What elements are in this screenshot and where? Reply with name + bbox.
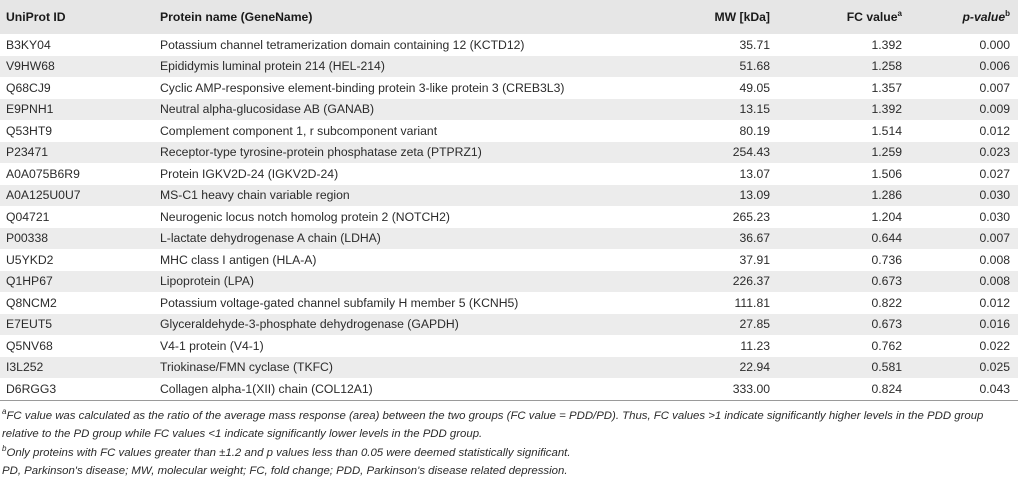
table-body (0, 34, 1018, 400)
cell-uniprot-id: Q5NV68 (6, 338, 53, 353)
cell-p-value: 0.012 (979, 123, 1010, 138)
footnote-b-mark: b (2, 443, 7, 453)
cell-fc-value: 0.644 (871, 231, 902, 246)
cell-mw: 27.85 (739, 317, 770, 332)
cell-protein-name: Lipoprotein (LPA) (160, 274, 254, 289)
cell-p-value: 0.030 (979, 209, 1010, 224)
header-fc (778, 0, 910, 34)
cell-p-value: 0.023 (979, 145, 1010, 160)
cell-fc-value: 1.286 (871, 188, 902, 203)
table-row (0, 185, 1018, 207)
cell-p-value: 0.025 (979, 360, 1010, 375)
table-row (0, 249, 1018, 271)
header-fc-footnote-mark: a (897, 8, 902, 18)
cell-uniprot-id: Q53HT9 (6, 123, 53, 138)
footnote-b-text: Only proteins with FC values greater than ±1.2 and p values less than 0.05 were deemed statistically significant. (6, 446, 571, 459)
table-row (0, 292, 1018, 314)
cell-uniprot-id: Q1HP67 (6, 274, 53, 289)
cell-uniprot-id: D6RGG3 (6, 381, 57, 396)
cell-fc-value: 1.514 (871, 123, 902, 138)
cell-p-value: 0.043 (979, 381, 1010, 396)
cell-uniprot-id: Q68CJ9 (6, 80, 51, 95)
cell-p-value: 0.000 (979, 37, 1010, 52)
cell-p-value: 0.027 (979, 166, 1010, 181)
cell-uniprot-id: I3L252 (6, 360, 44, 375)
footnote-abbreviations-text: PD, Parkinson's disease; MW, molecular weight; FC, fold change; PDD, Parkinson's disease related depression. (2, 465, 568, 477)
table-row (0, 228, 1018, 250)
cell-protein-name: Glyceraldehyde-3-phosphate dehydrogenase (GAPDH) (160, 317, 459, 332)
cell-protein-name: Collagen alpha-1(XII) chain (COL12A1) (160, 381, 373, 396)
header-uniprot-id (0, 0, 154, 34)
cell-fc-value: 1.259 (871, 145, 902, 160)
cell-uniprot-id: E7EUT5 (6, 317, 53, 332)
cell-uniprot-id: P23471 (6, 145, 49, 160)
cell-mw: 49.05 (739, 80, 770, 95)
cell-p-value: 0.008 (979, 274, 1010, 289)
cell-fc-value: 1.506 (871, 166, 902, 181)
cell-mw: 36.67 (739, 231, 770, 246)
cell-fc-value: 1.392 (871, 102, 902, 117)
cell-fc-value: 0.673 (871, 274, 902, 289)
cell-uniprot-id: A0A125U0U7 (6, 188, 81, 203)
cell-protein-name: Potassium channel tetramerization domain containing 12 (KCTD12) (160, 37, 525, 52)
header-mw (666, 0, 778, 34)
table-row (0, 335, 1018, 357)
cell-uniprot-id: E9PNH1 (6, 102, 54, 117)
cell-p-value: 0.009 (979, 102, 1010, 117)
cell-fc-value: 1.258 (871, 59, 902, 74)
header-protein-label: Protein name (GeneName) (160, 10, 313, 24)
header-uniprot-label: UniProt ID (6, 10, 66, 24)
table-footnotes (0, 401, 1018, 481)
cell-mw: 35.71 (739, 37, 770, 52)
cell-uniprot-id: Q8NCM2 (6, 295, 57, 310)
table-row (0, 271, 1018, 293)
table-row (0, 77, 1018, 99)
header-row (0, 0, 1018, 34)
cell-mw: 11.23 (740, 338, 770, 353)
header-p-label: p-value (962, 10, 1006, 24)
cell-p-value: 0.022 (979, 338, 1010, 353)
table-row (0, 56, 1018, 78)
cell-mw: 333.00 (732, 381, 770, 396)
cell-protein-name: Neurogenic locus notch homolog protein 2 (NOTCH2) (160, 209, 450, 224)
footnote-a-mark: a (2, 406, 7, 416)
cell-protein-name: V4-1 protein (V4-1) (160, 338, 264, 353)
cell-p-value: 0.012 (979, 295, 1010, 310)
cell-uniprot-id: Q04721 (6, 209, 50, 224)
table-row (0, 314, 1018, 336)
footnote-a-text: FC value was calculated as the ratio of the average mass response (area) between the two groups (FC value = PDD/PD). Thus, FC values >1 indicate significantly higher levels in the PDD group relative to the PD group while FC values <1 indicate significantly lower levels in the PDD group. (2, 409, 984, 440)
cell-uniprot-id: B3KY04 (6, 37, 51, 52)
cell-protein-name: Receptor-type tyrosine-protein phosphatase zeta (PTPRZ1) (160, 145, 482, 160)
cell-mw: 80.19 (739, 123, 770, 138)
cell-fc-value: 0.822 (871, 295, 902, 310)
header-p-value (910, 0, 1018, 34)
cell-mw: 13.09 (739, 188, 770, 203)
cell-mw: 265.23 (732, 209, 770, 224)
cell-protein-name: Triokinase/FMN cyclase (TKFC) (160, 360, 333, 375)
cell-p-value: 0.007 (979, 231, 1010, 246)
cell-p-value: 0.008 (979, 252, 1010, 267)
cell-mw: 37.91 (739, 252, 770, 267)
header-mw-label: MW [kDa] (714, 10, 770, 24)
cell-protein-name: Complement component 1, r subcomponent variant (160, 123, 438, 138)
footnote-a (2, 407, 1014, 444)
table-row (0, 120, 1018, 142)
cell-p-value: 0.030 (979, 188, 1010, 203)
cell-mw: 254.43 (732, 145, 770, 160)
cell-p-value: 0.016 (979, 317, 1010, 332)
cell-fc-value: 1.204 (871, 209, 902, 224)
cell-protein-name: Neutral alpha-glucosidase AB (GANAB) (160, 102, 375, 117)
cell-protein-name: Epididymis luminal protein 214 (HEL-214) (160, 59, 385, 74)
cell-mw: 226.37 (732, 274, 770, 289)
cell-protein-name: MS-C1 heavy chain variable region (160, 188, 350, 203)
cell-protein-name: MHC class I antigen (HLA-A) (160, 252, 317, 267)
cell-uniprot-id: A0A075B6R9 (6, 166, 80, 181)
cell-uniprot-id: P00338 (6, 231, 49, 246)
cell-protein-name: Protein IGKV2D-24 (IGKV2D-24) (160, 166, 339, 181)
cell-protein-name: L-lactate dehydrogenase A chain (LDHA) (160, 231, 381, 246)
cell-p-value: 0.006 (979, 59, 1010, 74)
table-header (0, 0, 1018, 34)
cell-protein-name: Potassium voltage-gated channel subfamily H member 5 (KCNH5) (160, 295, 519, 310)
cell-uniprot-id: U5YKD2 (6, 252, 54, 267)
header-fc-label: FC value (846, 10, 898, 24)
table-row (0, 99, 1018, 121)
cell-fc-value: 0.581 (871, 360, 902, 375)
cell-fc-value: 1.357 (871, 80, 902, 95)
cell-mw: 13.15 (739, 102, 770, 117)
cell-fc-value: 0.673 (871, 317, 902, 332)
cell-fc-value: 0.736 (871, 252, 902, 267)
cell-mw: 111.81 (734, 295, 770, 310)
cell-fc-value: 1.392 (871, 37, 902, 52)
table-row (0, 378, 1018, 400)
cell-fc-value: 0.762 (871, 338, 902, 353)
cell-protein-name: Cyclic AMP-responsive element-binding protein 3-like protein 3 (CREB3L3) (160, 80, 565, 95)
table-row (0, 357, 1018, 379)
cell-mw: 51.68 (739, 59, 770, 74)
cell-fc-value: 0.824 (871, 381, 902, 396)
cell-mw: 13.07 (739, 166, 770, 181)
table-row (0, 142, 1018, 164)
footnote-b (2, 444, 1014, 463)
cell-p-value: 0.007 (979, 80, 1010, 95)
header-protein-name (154, 0, 666, 34)
table-row (0, 206, 1018, 228)
table-row (0, 163, 1018, 185)
cell-uniprot-id: V9HW68 (6, 59, 55, 74)
cell-mw: 22.94 (739, 360, 770, 375)
table-row (0, 34, 1018, 56)
header-p-footnote-mark: b (1005, 8, 1010, 18)
footnote-abbreviations (2, 462, 1014, 481)
